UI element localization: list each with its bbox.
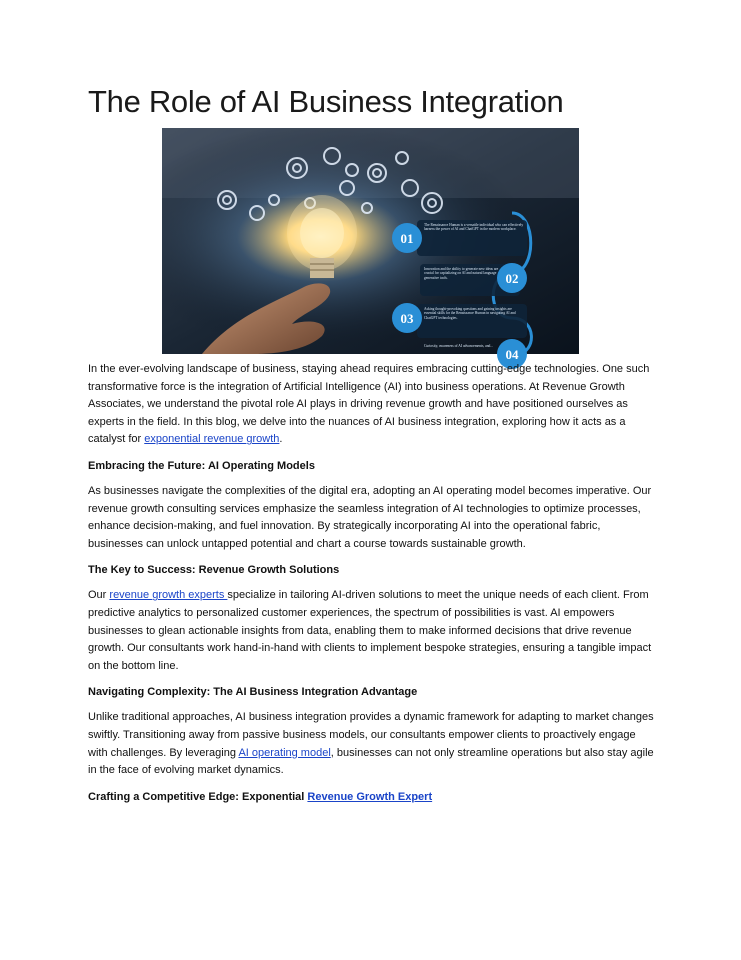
section3-text: Unlike traditional approaches, AI business integration provides a dynamic framework for adapting to market changes swiftly. Transitioning away from passive business models, our consultants empower clients to proactively engage with challenges. By leveraging	[88, 711, 654, 759]
intro-paragraph	[88, 361, 658, 449]
intro-end: .	[279, 433, 283, 446]
revenue-growth-expert-link[interactable]: Revenue Growth Expert	[307, 790, 433, 803]
step-badge-4: 04	[505, 347, 519, 362]
intro-text: In the ever-evolving landscape of business, staying ahead requires embracing cutting-edge technologies. One such transformative force is the integration of Artificial Intelligence (AI) into business operations. At Revenue Growth Associates, we understand the pivotal role AI plays in driving revenue growth and have positioned ourselves as experts in the field. In this blog, we delve into the nuances of AI business integration, exploring how it acts as a catalyst for	[88, 363, 650, 446]
section-heading-revenue-growth-solutions: The Key to Success: Revenue Growth Solutions	[88, 564, 340, 577]
section-heading-ai-integration-advantage: Navigating Complexity: The AI Business Integration Advantage	[88, 686, 418, 699]
section-paragraph-ai-operating-models: As businesses navigate the complexities of the digital era, adopting an AI operating model becomes imperative. Our revenue growth consulting services emphasize the seamless integration of AI technologies to optimize processes, enhance decision-making, and fuel innovation. By strategically incorporating AI into the operational fabric, businesses can unlock untapped potential and chart a course towards sustainable growth.	[88, 484, 652, 550]
step-caption-2: Innovation and the ability to generate new ideas are crucial for capitalizing on AI and natural language generative tools.	[424, 267, 499, 280]
section-paragraph-revenue-growth-solutions	[88, 587, 658, 675]
step-badge-2: 02	[505, 271, 519, 286]
section3-end: , businesses can not only streamline operations but also stay agile in the face of evolving market dynamics.	[88, 746, 654, 777]
step-caption-1: The Renaissance Human is a versatile individual who can effectively harness the power of AI and ChatGPT in the modern workplace.	[424, 223, 524, 232]
section-heading-competitive-edge	[88, 789, 658, 805]
step-caption-3: Asking thought-provoking questions and gaining insights are essential skills for the Renaissance Human in navigating AI and ChatGPT technologies.	[424, 307, 516, 320]
section2-text: specialize in tailoring AI-driven solutions to meet the unique needs of each client. From predictive analytics to personalized customer experiences, the spectrum of possibilities is vast. AI empowers businesses to glean actionable insights from data, enabling them to make informed decisions that drive revenue growth. Our consultants work hand-in-hand with clients to implement bespoke strategies, ensuring a tangible impact on the bottom line.	[88, 589, 652, 672]
section-paragraph-ai-integration-advantage	[88, 709, 658, 779]
revenue-growth-experts-link[interactable]: revenue growth experts	[109, 589, 228, 602]
hero-image	[162, 128, 579, 362]
step-badge-3: 03	[400, 311, 414, 326]
ai-operating-model-link[interactable]: AI operating model	[238, 746, 331, 759]
section4-heading-text: Crafting a Competitive Edge: Exponential	[88, 790, 308, 803]
section2-pre: Our	[88, 589, 110, 602]
ai-lightbulb-illustration	[162, 128, 579, 362]
section-heading-ai-operating-models: Embracing the Future: AI Operating Models	[88, 459, 315, 472]
page-title: The Role of AI Business Integration	[88, 84, 564, 119]
step-caption-4: Curiosity, awareness of AI advancements, and...	[424, 344, 494, 348]
step-badge-1: 01	[400, 231, 414, 246]
article-body	[88, 361, 658, 805]
exponential-revenue-growth-link[interactable]: exponential revenue growth	[144, 433, 280, 446]
